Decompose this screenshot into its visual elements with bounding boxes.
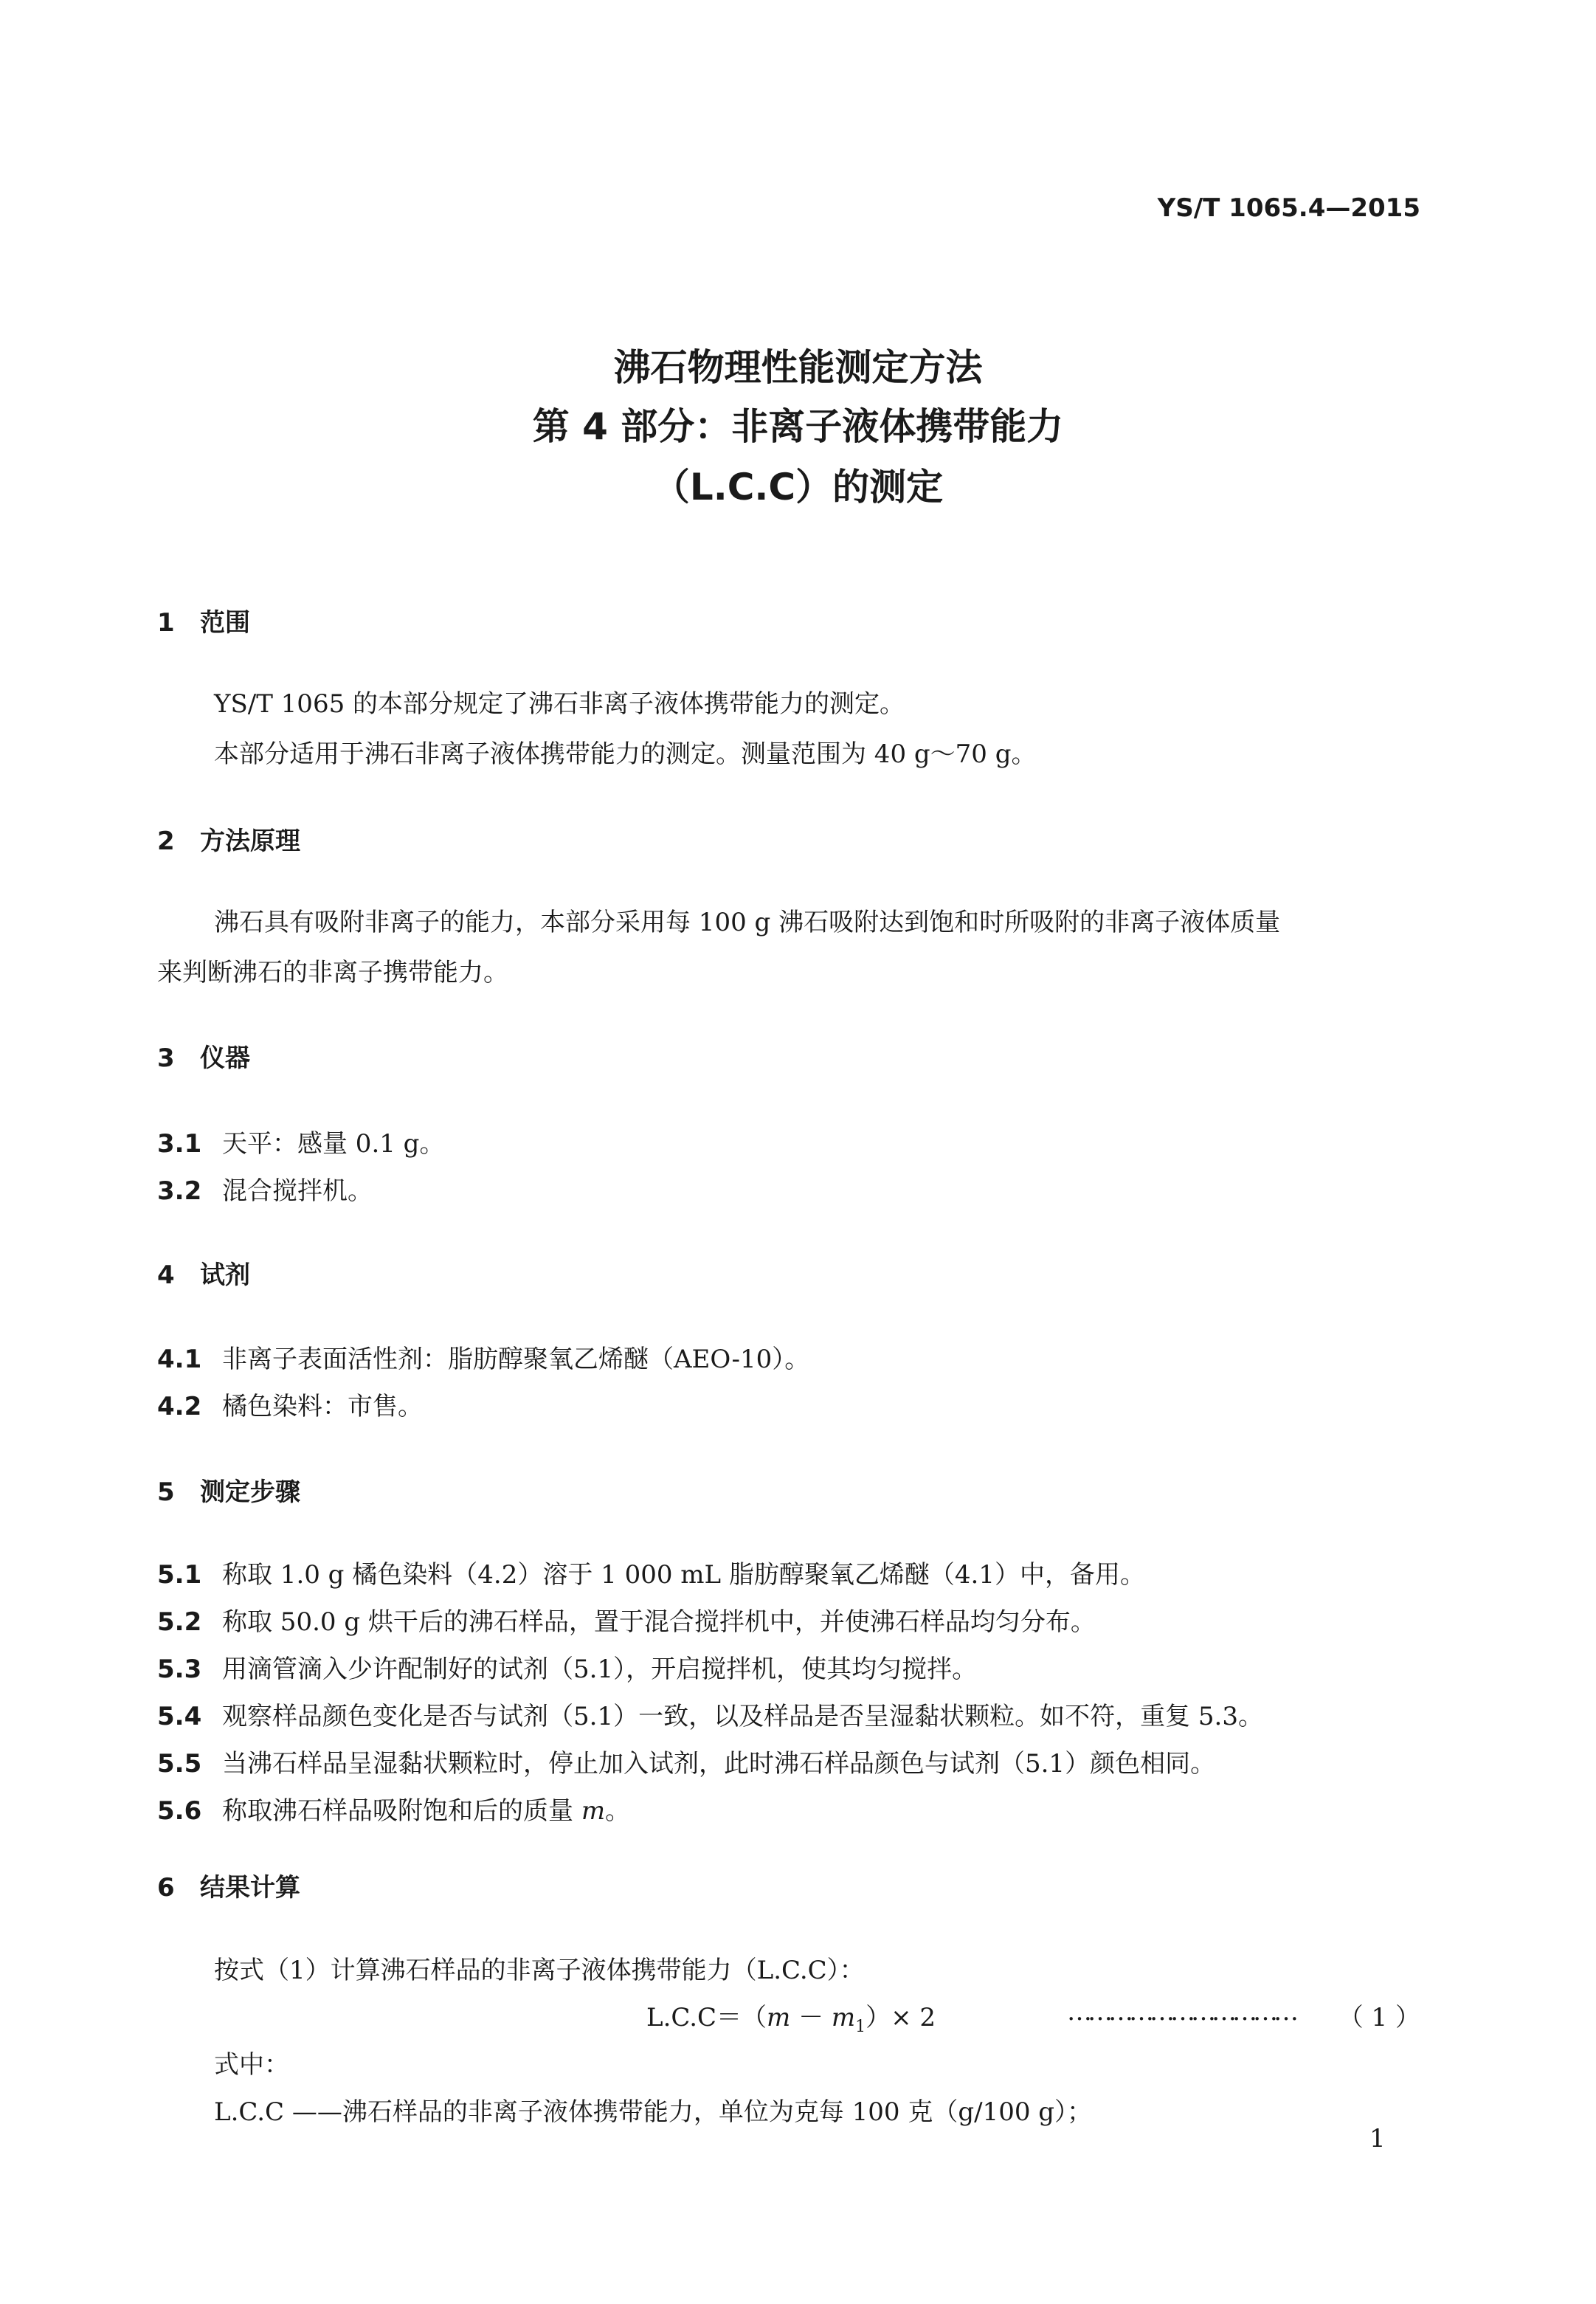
title-line-1: 沸石物理性能测定方法 (613, 346, 983, 389)
list-item (157, 1339, 809, 1375)
formula-leader-dots: …………………………… (1067, 1997, 1294, 2027)
list-item (157, 1554, 1145, 1590)
item-text: 称取沸石样品吸附饱和后的质量 (222, 1796, 573, 1826)
section-number: 4 (157, 1260, 175, 1290)
section-title: 结果计算 (200, 1873, 300, 1903)
paragraph: YS/T 1065 的本部分规定了沸石非离子液体携带能力的测定。 (214, 689, 905, 719)
standard-code: YS/T 1065.4—2015 (1157, 193, 1420, 223)
section-title: 方法原理 (200, 827, 300, 856)
list-item (157, 1123, 444, 1159)
list-item (157, 1790, 630, 1827)
section-title: 范围 (200, 608, 250, 638)
item-number: 5.6 (157, 1796, 202, 1826)
list-item (157, 1601, 1096, 1638)
item-text: 混合搅拌机。 (222, 1176, 373, 1206)
item-tail: 。 (605, 1796, 631, 1826)
item-text: 观察样品颜色变化是否与试剂（5.1）一致，以及样品是否呈湿黏状颗粒。如不符，重复 5.3。 (222, 1702, 1263, 1731)
section-title: 测定步骤 (200, 1477, 300, 1507)
section-number: 5 (157, 1477, 175, 1507)
item-number: 3.1 (157, 1129, 202, 1159)
variable-m: m (581, 1796, 606, 1826)
list-item (157, 1743, 1215, 1779)
item-number: 4.1 (157, 1345, 202, 1374)
item-number: 3.2 (157, 1176, 202, 1206)
item-number: 5.5 (157, 1749, 202, 1779)
definition-line (214, 2091, 1092, 2128)
formula-var-m1: m (831, 2003, 856, 2032)
definition-term: L.C.C (214, 2097, 285, 2127)
equation-number: （ 1 ） (1338, 2003, 1420, 2032)
section-3-heading (157, 1038, 250, 1074)
list-item (157, 1170, 373, 1207)
item-text: 称取 1.0 g 橘色染料（4.2）溶于 1 000 mL 脂肪醇聚氧乙烯醚（4.1）中，备用。 (222, 1560, 1145, 1590)
item-text: 橘色染料：市售。 (222, 1392, 423, 1421)
formula (646, 1997, 936, 2036)
item-text: 天平：感量 0.1 g。 (222, 1129, 445, 1159)
formula-intro: 按式（1）计算沸石样品的非离子液体携带能力（L.C.C）： (214, 1956, 865, 1985)
paragraph-line: 沸石具有吸附非离子的能力，本部分采用每 100 g 沸石吸附达到饱和时所吸附的非离子液体质量 (214, 908, 1281, 937)
section-number: 2 (157, 827, 175, 856)
list-item (157, 1696, 1263, 1732)
item-text: 称取 50.0 g 烘干后的沸石样品，置于混合搅拌机中，并使沸石样品均匀分布。 (222, 1607, 1096, 1637)
section-number: 1 (157, 608, 175, 638)
item-number: 5.4 (157, 1702, 202, 1731)
section-1-heading (157, 602, 250, 638)
item-text: 用滴管滴入少许配制好的试剂（5.1），开启搅拌机，使其均匀搅拌。 (222, 1655, 978, 1684)
list-item (157, 1386, 423, 1422)
paragraph: 本部分适用于沸石非离子液体携带能力的测定。测量范围为 40 g～70 g。 (214, 739, 1037, 769)
item-number: 5.3 (157, 1655, 202, 1684)
section-title: 仪器 (200, 1044, 250, 1073)
section-title: 试剂 (200, 1260, 250, 1290)
section-number: 6 (157, 1873, 175, 1903)
formula-lhs: L.C.C＝（ (646, 2003, 767, 2032)
formula-rhs: ）× 2 (866, 2003, 936, 2032)
title-line-2: 第 4 部分：非离子液体携带能力 (532, 405, 1064, 448)
item-text: 当沸石样品呈湿黏状颗粒时，停止加入试剂，此时沸石样品颜色与试剂（5.1）颜色相同。 (222, 1749, 1216, 1779)
definition-text: 沸石样品的非离子液体携带能力，单位为克每 100 克（g/100 g）； (342, 2097, 1093, 2127)
where-label: 式中： (214, 2050, 289, 2080)
list-item (157, 1649, 977, 1685)
item-number: 4.2 (157, 1392, 202, 1421)
item-number: 5.2 (157, 1607, 202, 1637)
formula-var-m: m (767, 2003, 791, 2032)
item-text: 非离子表面活性剂：脂肪醇聚氧乙烯醚（AEO-10）。 (222, 1345, 810, 1374)
section-2-heading (157, 821, 300, 857)
definition-dash: —— (291, 2097, 342, 2127)
page-number: 1 (1369, 2124, 1386, 2153)
section-4-heading (157, 1255, 250, 1291)
title-line-3: （L.C.C）的测定 (652, 466, 944, 508)
formula-subscript: 1 (855, 2017, 866, 2036)
section-number: 3 (157, 1044, 175, 1073)
section-6-heading (157, 1867, 300, 1903)
paragraph-line: 来判断沸石的非离子携带能力。 (157, 958, 508, 987)
item-number: 5.1 (157, 1560, 202, 1590)
formula-minus: － (790, 2003, 832, 2032)
section-5-heading (157, 1472, 300, 1508)
